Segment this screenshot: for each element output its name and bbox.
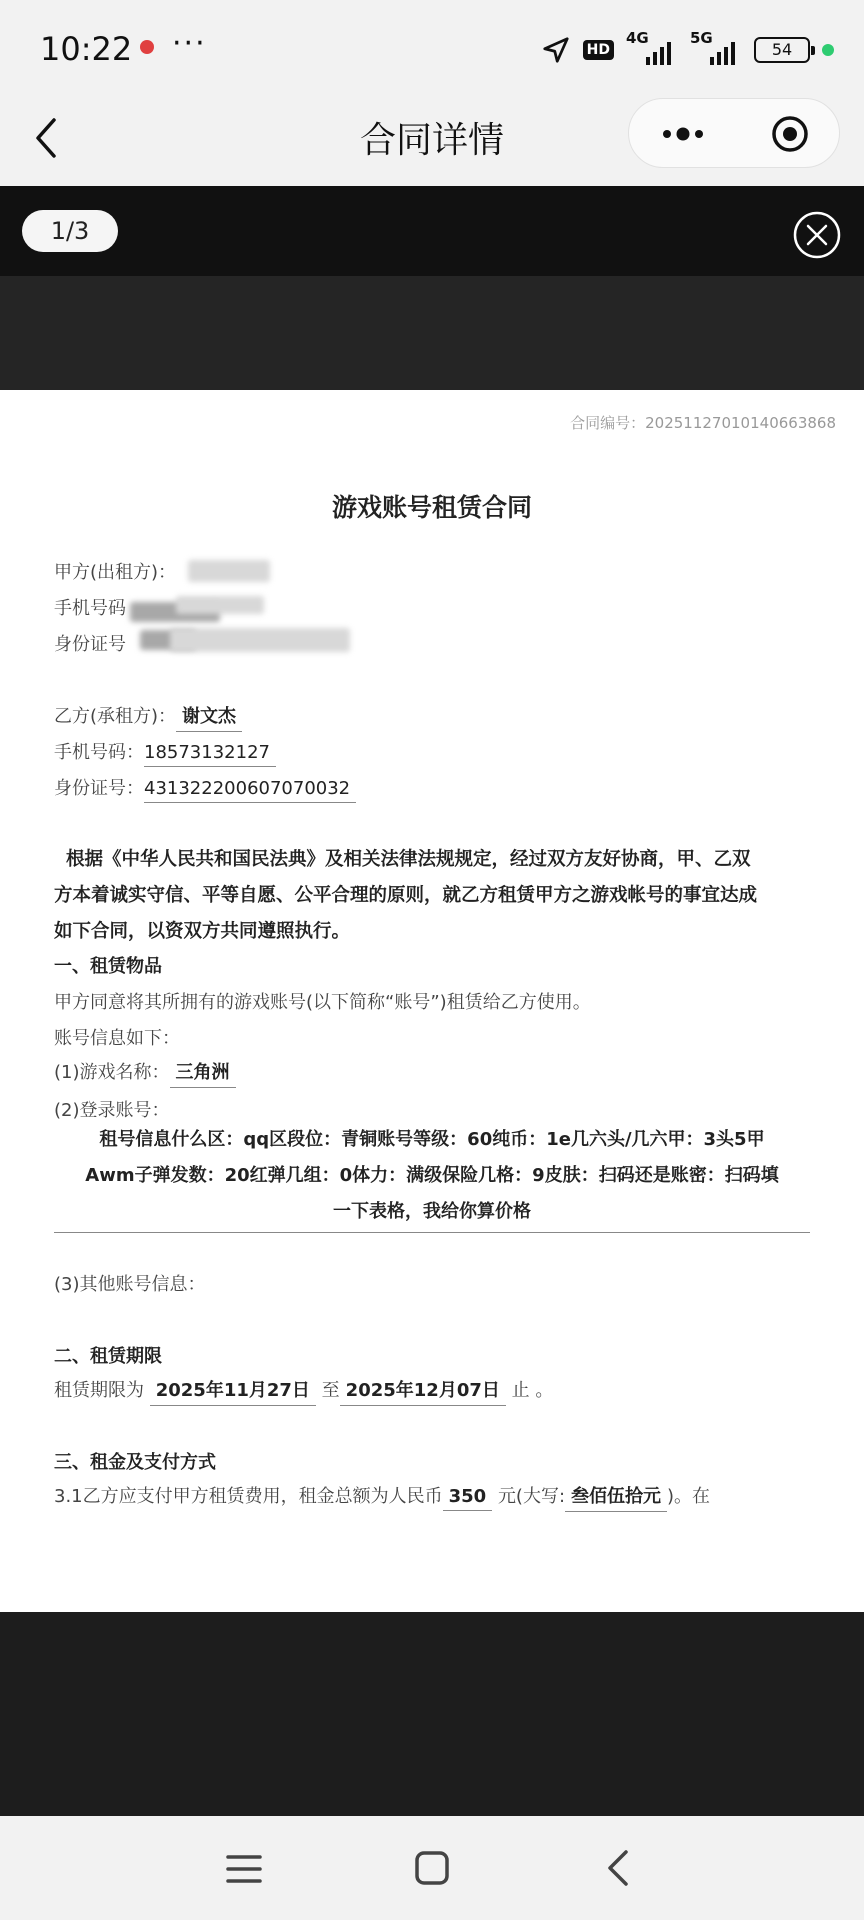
game-name-label: (1)游戏名称：	[54, 1062, 170, 1083]
party-b-id: 431322200607070032	[144, 778, 356, 803]
party-a-phone-label: 手机号码	[54, 598, 126, 619]
battery-icon: 54	[754, 37, 810, 63]
status-bar	[0, 0, 864, 92]
notification-dot-icon	[140, 40, 154, 54]
party-a-id-label: 身份证号	[54, 634, 126, 655]
party-b-name: 谢文杰	[176, 702, 242, 732]
lease-period-suffix: 止 。	[511, 1380, 554, 1401]
home-icon[interactable]	[414, 1850, 450, 1886]
rent-unit: 元(大写:	[497, 1486, 566, 1507]
intro-line: 方本着诚实守信、平等自愿、公平合理的原则，就乙方租赁甲方之游戏帐号的事宜达成	[54, 885, 758, 906]
hd-badge: HD	[583, 40, 614, 60]
signal-4g-icon	[626, 29, 678, 65]
section-1-desc: 甲方同意将其所拥有的游戏账号(以下简称“账号”)租赁给乙方使用。	[54, 992, 591, 1013]
account-detail-line: 租号信息什么区：qq区段位：青铜账号等级：60纯币：1e几六头/几六甲：3头5甲	[99, 1129, 765, 1150]
lease-period-line	[54, 1376, 553, 1406]
rent-line	[54, 1482, 710, 1512]
redaction-party-a-id-2	[170, 628, 350, 652]
system-nav-bar	[0, 1816, 864, 1920]
mini-program-capsule	[628, 98, 840, 168]
lease-end-date: 2025年12月07日	[340, 1376, 506, 1406]
location-icon	[541, 35, 571, 65]
section-1-heading: 一、租赁物品	[54, 956, 162, 977]
signal-5g-label: 5G	[690, 29, 713, 47]
party-a-id-line	[54, 630, 126, 656]
party-b-phone-label: 手机号码：	[54, 742, 144, 763]
redaction-party-a-phone-2	[176, 596, 264, 614]
section-3-heading: 三、租金及支付方式	[54, 1452, 216, 1473]
system-back-icon[interactable]	[604, 1848, 634, 1888]
status-more-dots: ···	[172, 26, 207, 61]
signal-4g-label: 4G	[626, 29, 649, 47]
lease-period-mid: 至	[321, 1380, 340, 1401]
contract-page[interactable]	[0, 390, 864, 1612]
party-b-line	[54, 702, 242, 732]
party-b-id-label: 身份证号：	[54, 778, 144, 799]
privacy-dot-icon	[822, 44, 834, 56]
lease-period-prefix: 租赁期限为	[54, 1380, 144, 1401]
game-name: 三角洲	[170, 1058, 236, 1088]
close-viewer-icon[interactable]	[792, 210, 842, 260]
party-b-label: 乙方(承租方)：	[54, 706, 177, 727]
status-indicators	[541, 29, 834, 66]
more-options-icon[interactable]	[659, 121, 707, 147]
recent-apps-icon[interactable]	[224, 1852, 264, 1886]
account-details	[54, 1122, 810, 1233]
party-b-id-line	[54, 774, 356, 803]
redaction-party-a-name	[188, 560, 270, 582]
party-a-label: 甲方(出租方)：	[54, 562, 177, 583]
party-a-phone-line	[54, 594, 126, 620]
party-b-phone: 18573132127	[144, 742, 276, 767]
game-name-line	[54, 1058, 236, 1088]
account-detail-line: Awm子弹发数：20红弹几组：0体力：满级保险几格：9皮肤：扫码还是账密：扫码填	[85, 1165, 779, 1186]
intro-line: 如下合同，以资双方共同遵照执行。	[54, 921, 351, 942]
intro-line: 根据《中华人民共和国民法典》及相关法律法规规定，经过双方友好协商，甲、乙双	[66, 849, 751, 870]
login-account-label: (2)登录账号：	[54, 1100, 170, 1121]
status-time: 10:22	[40, 30, 133, 68]
other-info-label: (3)其他账号信息：	[54, 1274, 206, 1295]
viewer-margin-top	[0, 276, 864, 390]
rent-amount-chinese: 叁佰伍拾元	[565, 1482, 667, 1512]
rent-prefix: 3.1乙方应支付甲方租赁费用，租金总额为人民币	[54, 1486, 443, 1507]
contract-title: 游戏账号租赁合同	[331, 493, 532, 522]
signal-5g-icon	[690, 29, 742, 65]
intro-paragraph	[54, 842, 814, 950]
page-title: 合同详情	[359, 120, 504, 161]
nav-bar	[0, 92, 864, 186]
close-mini-program-icon[interactable]	[771, 115, 809, 153]
lease-start-date: 2025年11月27日	[150, 1376, 316, 1406]
page-indicator: 1/3	[22, 210, 118, 252]
account-detail-line: 一下表格，我给你算价格	[333, 1201, 531, 1222]
party-b-phone-line	[54, 738, 276, 767]
viewer-toolbar	[0, 186, 864, 276]
viewer-margin-bottom	[0, 1612, 864, 1816]
section-2-heading: 二、租赁期限	[54, 1346, 162, 1367]
rent-suffix: )。在	[667, 1486, 711, 1507]
rent-amount: 350	[443, 1486, 493, 1511]
party-a-line	[54, 558, 176, 584]
contract-number: 合同编号：20251127010140663868	[570, 414, 836, 432]
account-info-label: 账号信息如下：	[54, 1028, 180, 1049]
